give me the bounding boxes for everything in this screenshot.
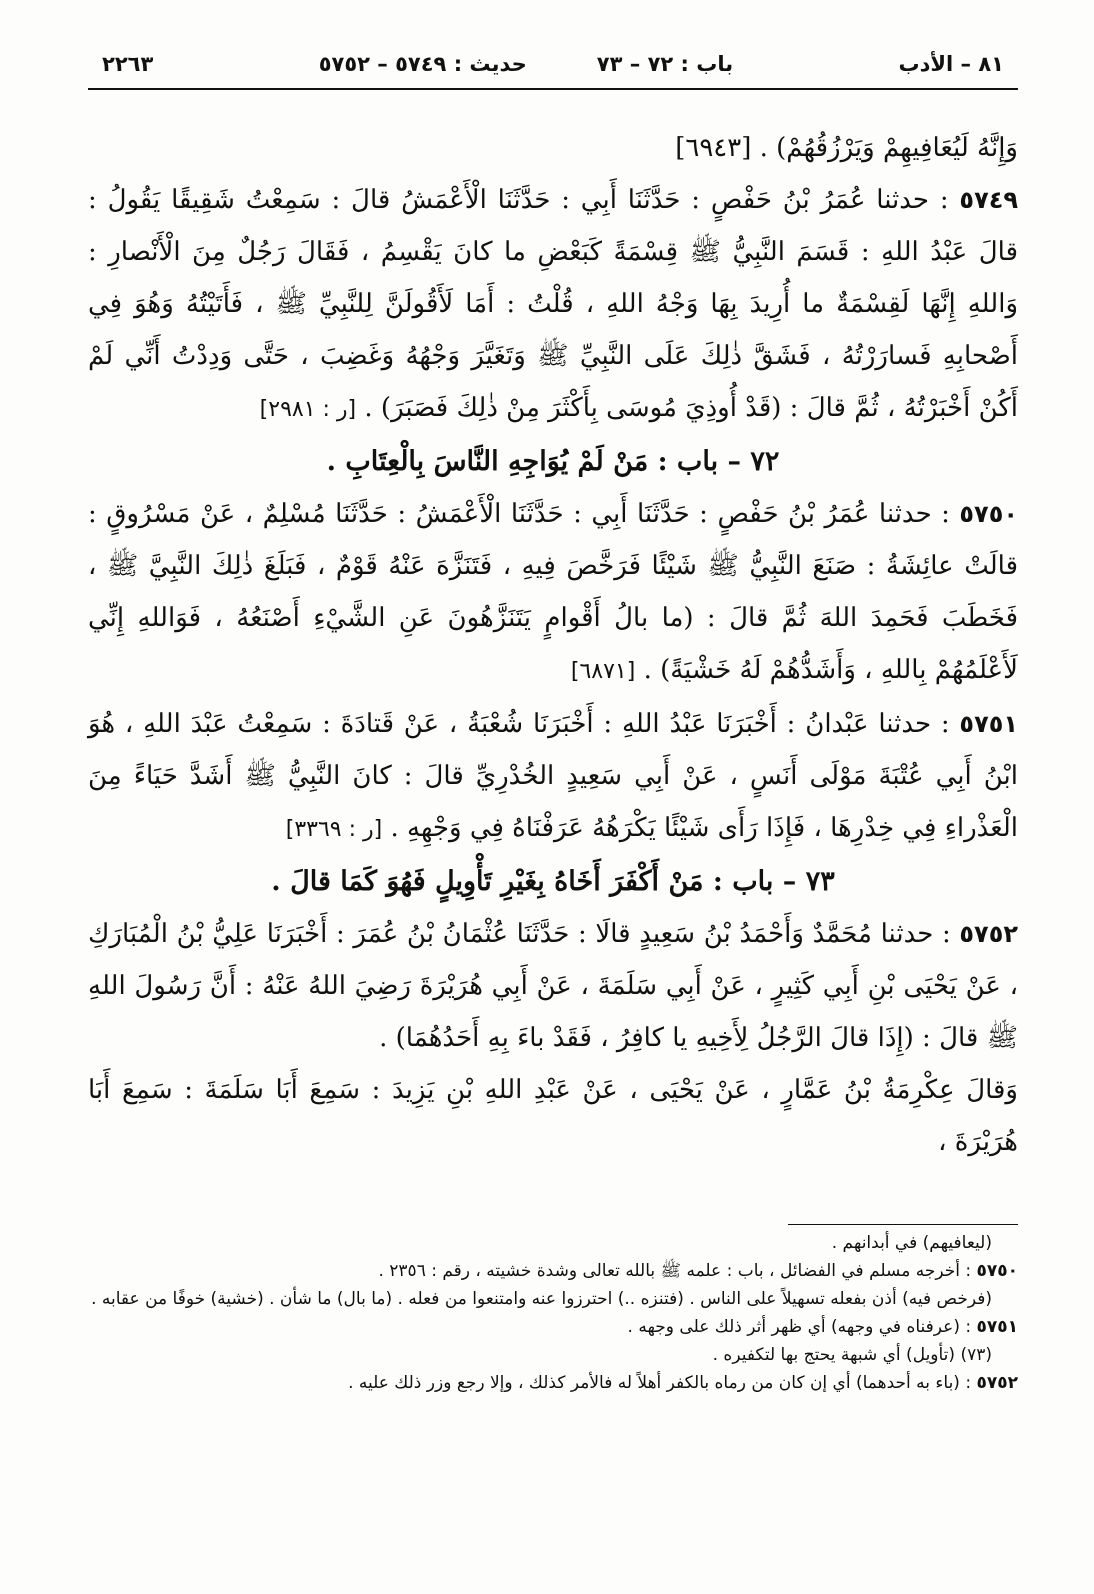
hadith-5751	[88, 698, 1018, 856]
chapter-heading-72: ٧٢ – باب : مَنْ لَمْ يُوَاجِهِ النَّاسَ بِالْعِتَابِ .	[326, 446, 780, 477]
hadith-5752	[88, 908, 1018, 1064]
footnote-rule	[788, 1224, 1018, 1225]
footnote: (ليعافيهم) في أبدانهم .	[831, 1233, 992, 1253]
footnote	[88, 1369, 1018, 1397]
footnotes	[88, 1224, 1018, 1397]
footnote	[88, 1257, 1018, 1285]
paragraph-continued: وَقالَ عِكْرِمَةُ بْنُ عَمَّارٍ ، عَنْ يَحْيَى ، عَنْ عَبْدِ اللهِ بْنِ يَزِيدَ : سَمِعَ أَبَا سَلَمَةَ : سَمِعَ أَبَا هُرَيْرَةَ ،	[88, 1075, 1018, 1157]
footnote-number: ٥٧٥٢	[976, 1373, 1018, 1393]
hadith-text: : حدثنا عَبْدانُ : أَخْبَرَنَا عَبْدُ اللهِ : أَخْبَرَنَا شُعْبَةُ ، عَنْ قَتادَةَ : سَمِعْتُ عَبْدَ اللهِ ، هُوَ ابْنُ أَبِي عُتْبَةَ مَوْلَى أَنَسٍ ، عَنْ أَبِي سَعِيدٍ الخُدْرِيِّ قالَ : كانَ النَّبِيُّ ﷺ أَشَدَّ حَيَاءً مِنَ الْعَذْراءِ فِي خِدْرِهَا ، فَإِذَا رَأَى شَيْئًا يَكْرَهُهُ عَرَفْنَاهُ فِي وَجْهِهِ .	[88, 709, 1018, 843]
bab-range: باب : ٧٢ – ٧٣	[596, 52, 734, 76]
hadith-number: ٥٧٥٠	[959, 500, 1018, 528]
footnote: (فرخص فيه) أذن بفعله تسهيلاً على الناس . (فتنزه ..) احترزوا عنه وامتنعوا من فعله . (ما بال) ما شأن . (خشية) خوفًا من عقابه .	[91, 1289, 992, 1309]
hadith-number: ٥٧٥١	[959, 710, 1019, 738]
cross-reference: [ر : ٣٣٦٩]	[285, 817, 383, 842]
footnote-text: : أخرجه مسلم في الفضائل ، باب : علمه ﷺ بالله تعالى وشدة خشيته ، رقم : ٢٣٥٦ .	[378, 1261, 972, 1281]
hadith-text: : حدثنا مُحَمَّدٌ وَأَحْمَدُ بْنُ سَعِيدٍ قالَا : حَدَّثَنَا عُثْمَانُ بْنُ عُمَرَ : أَخْبَرَنَا عَلِيُّ بْنُ الْمُبَارَكِ ، عَنْ يَحْيَى بْنِ أَبِي كَثِيرٍ ، عَنْ أَبِي سَلَمَةَ ، عَنْ أَبِي هُرَيْرَةَ رَضِيَ اللهُ عَنْهُ : أَنَّ رَسُولَ اللهِ ﷺ قالَ : (إِذَا قالَ الرَّجُلُ لِأَخِيهِ يا كافِرُ ، فَقَدْ باءَ بِهِ أَحَدُهُمَا) .	[88, 919, 1018, 1053]
footnote-number: ٥٧٥١	[976, 1317, 1018, 1337]
footnote: (٧٣) (تأويل) أي شبهة يحتج بها لتكفيره .	[712, 1345, 992, 1365]
footnote-text: : (باء به أحدهما) أي إن كان من رماه بالكفر أهلاً له فالأمر كذلك ، وإلا رجع وزر ذلك عليه .	[348, 1373, 972, 1393]
footnote	[88, 1313, 1018, 1341]
hadith-5749	[88, 174, 1018, 436]
cross-reference: [ر : ٢٩٨١]	[259, 397, 357, 422]
hadith-range: حديث : ٥٧٤٩ – ٥٧٥٢	[318, 52, 527, 76]
footnote-text: : (عرفناه في وجهه) أي ظهر أثر ذلك على وجهه .	[627, 1317, 972, 1337]
hadith-text: : حدثنا عُمَرُ بْنُ حَفْصٍ : حَدَّثَنَا أَبِي : حَدَّثَنَا الْأَعْمَشُ قالَ : سَمِعْتُ شَقِيقًا يَقُولُ : قالَ عَبْدُ اللهِ : قَسَمَ النَّبِيُّ ﷺ قِسْمَةً كَبَعْضِ ما كانَ يَقْسِمُ ، فَقَالَ رَجُلٌ مِنَ الْأَنْصارِ : وَاللهِ إِنَّهَا لَقِسْمَةٌ ما أُرِيدَ بِهَا وَجْهُ اللهِ ، قُلْتُ : أَمَا لَأَقُولَنَّ لِلنَّبِيِّ ﷺ ، فَأَتَيْتُهُ وَهُوَ فِي أَصْحابِهِ فَسارَرْتُهُ ، فَشَقَّ ذٰلِكَ عَلَى النَّبِيِّ ﷺ وَتَغَيَّرَ وَجْهُهُ وَغَضِبَ ، حَتَّى وَدِدْتُ أَنِّي لَمْ أَكُنْ أَخْبَرْتُهُ ، ثُمَّ قالَ : (قَدْ أُوذِيَ مُوسَى بِأَكْثَرَ مِنْ ذٰلِكَ فَصَبَرَ) .	[88, 185, 1018, 423]
main-text	[88, 122, 1018, 1168]
cross-reference: [٦٨٧١]	[570, 659, 636, 684]
chapter-heading-73: ٧٣ – باب : مَنْ أَكْفَرَ أَخَاهُ بِغَيْرِ تَأْوِيلٍ فَهُوَ كَمَا قالَ .	[271, 866, 835, 897]
hadith-text: : حدثنا عُمَرُ بْنُ حَفْصٍ : حَدَّثَنَا أَبِي : حَدَّثَنَا الْأَعْمَشُ : حَدَّثَنَا مُسْلِمٌ ، عَنْ مَسْرُوقٍ : قالَتْ عائِشَةُ : صَنَعَ النَّبِيُّ ﷺ شَيْئًا فَرَخَّصَ فِيهِ ، فَتَنَزَّهَ عَنْهُ قَوْمٌ ، فَبَلَغَ ذٰلِكَ النَّبِيَّ ﷺ ، فَخَطَبَ فَحَمِدَ اللهَ ثُمَّ قالَ : (ما بالُ أَقْوامٍ يَتَنَزَّهُونَ عَنِ الشَّيْءِ أَصْنَعُهُ ، فَوَاللهِ إِنِّي لَأَعْلَمُهُمْ بِاللهِ ، وَأَشَدُّهُمْ لَهُ خَشْيَةً) .	[88, 499, 1018, 685]
hadith-5750	[88, 488, 1018, 698]
chapter-title: ٨١ – الأدب	[898, 52, 1004, 76]
hadith-number: ٥٧٤٩	[959, 186, 1019, 214]
footnote-number: ٥٧٥٠	[976, 1261, 1018, 1281]
page-number: ٢٢٦٣	[102, 52, 154, 76]
paragraph-continuation: وَإِنَّهُ لَيُعَافِيهِمْ وَيَرْزُقُهُمْ) . [٦٩٤٣]	[675, 133, 1018, 163]
hadith-number: ٥٧٥٢	[959, 920, 1018, 948]
header-refs	[319, 52, 733, 76]
running-header	[88, 52, 1018, 90]
page	[88, 52, 1018, 1168]
